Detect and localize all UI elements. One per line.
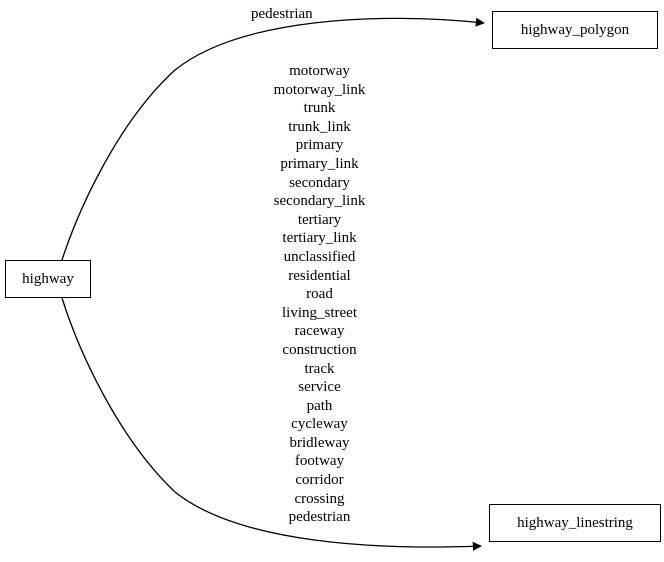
- edge-label-line: primary: [295, 137, 344, 154]
- edge-label-line: secondary_link: [273, 193, 366, 210]
- edge-label-line: motorway: [289, 63, 350, 79]
- edge-label-line: motorway_link: [273, 81, 366, 98]
- edge-label-polygon: [251, 7, 313, 22]
- edge-label-line: primary_link: [280, 155, 359, 172]
- edge-label-line: unclassified: [283, 248, 356, 265]
- edge-label-line: footway: [294, 453, 345, 470]
- edge-label-line: crossing: [294, 490, 345, 507]
- edge-label-line: construction: [282, 341, 357, 358]
- edge-label-line: track: [304, 360, 335, 377]
- edge-label-line: corridor: [295, 472, 344, 489]
- node-highway-label: highway: [22, 270, 74, 287]
- edge-label-line: secondary: [289, 174, 350, 191]
- edge-label-line: raceway: [294, 323, 345, 340]
- edge-label-line: trunk: [303, 100, 336, 117]
- edge-label-line: bridleway: [289, 434, 350, 451]
- edge-label-line: service: [298, 379, 341, 396]
- node-highway-polygon[interactable]: [492, 11, 658, 49]
- edge-label-polygon-text: pedestrian: [251, 6, 313, 22]
- node-highway-polygon-label: highway_polygon: [520, 21, 630, 38]
- node-highway-linestring-label: highway_linestring: [517, 514, 633, 531]
- edge-label-line: road: [306, 286, 333, 303]
- node-highway-linestring[interactable]: [489, 504, 661, 542]
- edge-label-line: living_street: [282, 304, 357, 321]
- edge-label-line: path: [306, 397, 333, 414]
- edge-label-line: cycleway: [291, 416, 348, 433]
- node-highway[interactable]: [5, 260, 91, 298]
- edge-label-line: pedestrian: [288, 509, 351, 526]
- edge-label-line: tertiary_link: [282, 230, 357, 247]
- edge-label-line: trunk_link: [288, 118, 351, 135]
- edge-label-linestring: [232, 62, 407, 527]
- edge-label-line: residential: [288, 267, 351, 284]
- edge-label-line: tertiary: [297, 211, 342, 228]
